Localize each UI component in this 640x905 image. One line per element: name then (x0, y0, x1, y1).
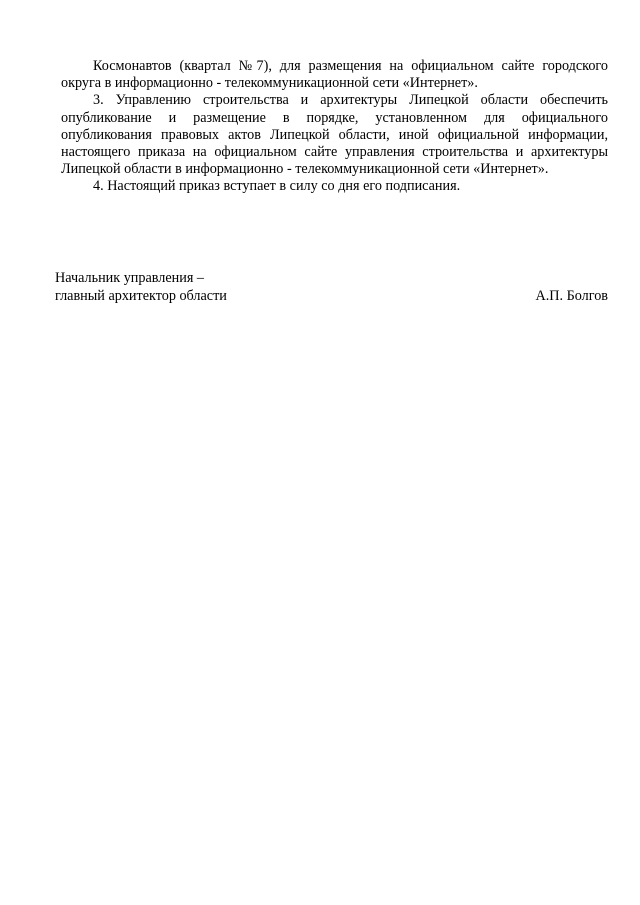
signer-name: А.П. Болгов (535, 287, 608, 304)
signature-block (55, 270, 608, 305)
signature-line (55, 288, 608, 306)
paragraph-item-3: 3. Управлению строительства и архитектуры Липецкой области обеспечить опубликование и размещение в порядке, установленном для официального опубликования правовых актов Липецкой области, иной официальной информации, настоящего приказа на официальном сайте управления строительства и архитектуры Липецкой области в информационно - телекоммуникационной сети «Интернет». (61, 92, 608, 178)
paragraph-item-4: 4. Настоящий приказ вступает в силу со дня его подписания. (93, 178, 461, 195)
paragraph-continuation: Космонавтов (квартал №7), для размещения на официальном сайте городского округа в информационно - телекоммуникационной сети «Интернет». (61, 58, 608, 92)
signer-position-line1: Начальник управления – (55, 270, 205, 286)
signer-position-line2: главный архитектор области (55, 287, 227, 304)
document-body (61, 58, 608, 196)
